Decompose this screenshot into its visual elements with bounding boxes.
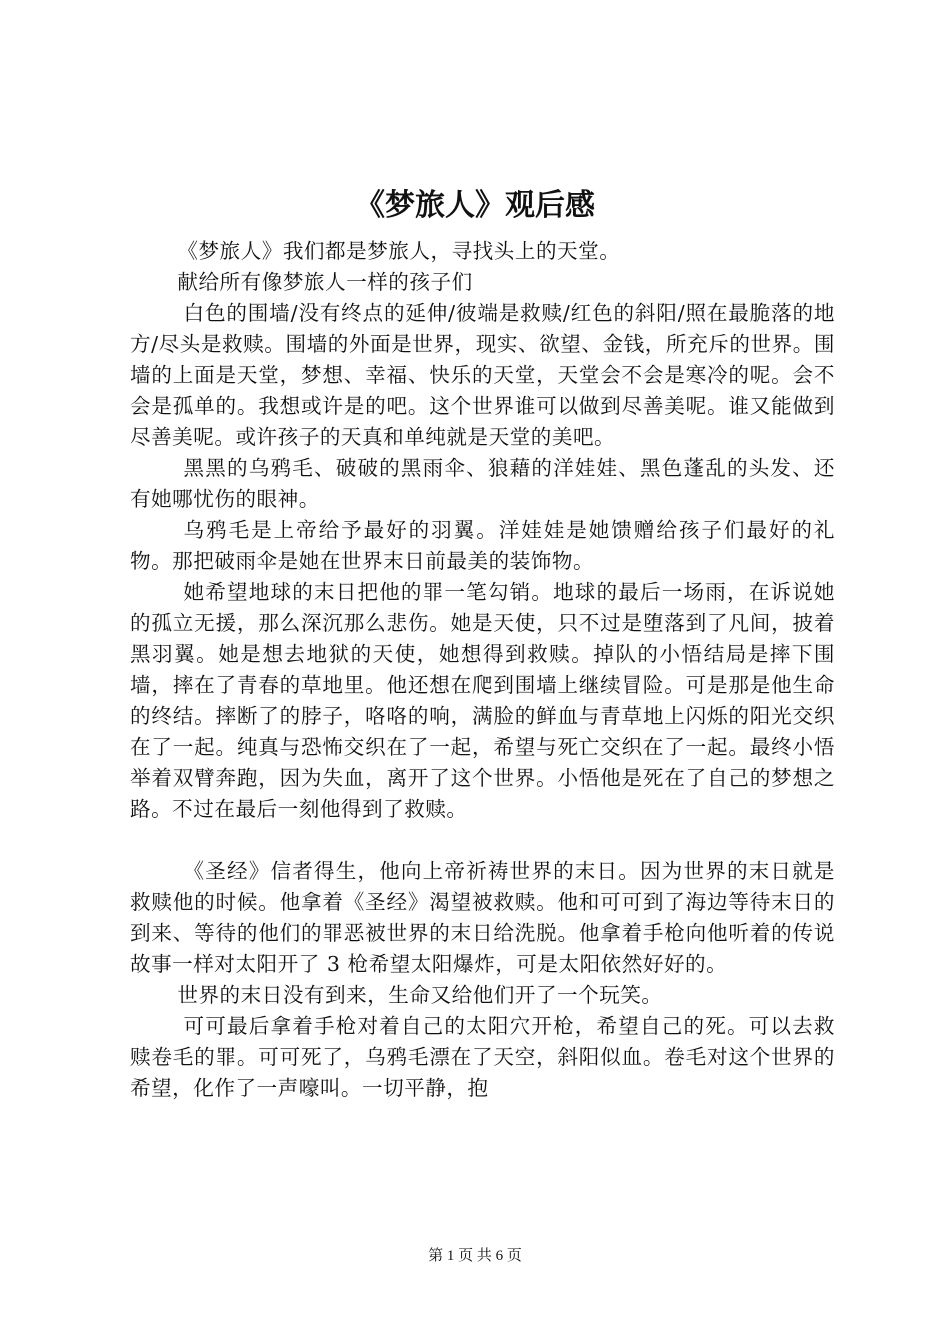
- paragraph: 献给所有像梦旅人一样的孩子们: [177, 270, 473, 294]
- paragraph: 《梦旅人》我们都是梦旅人，寻找头上的天堂。: [177, 239, 621, 263]
- paragraph: 可可最后拿着手枪对着自己的太阳穴开枪，希望自己的死。可以去救赎卷毛的罪。可可死了，乌鸦毛漂在了天空，斜阳似血。卷毛对这个世界的希望，化作了一声嚎叫。一切平静，抱: [130, 1014, 835, 1100]
- paragraph: 世界的末日没有到来，生命又给他们开了一个玩笑。: [177, 983, 663, 1007]
- paragraph: 黑黑的乌鸦毛、破破的黑雨伞、狼藉的洋娃娃、黑色蓬乱的头发、还有她哪忧伤的眼神。: [130, 456, 835, 511]
- paragraph-spacer: [130, 825, 835, 856]
- paragraph: 白色的围墙/没有终点的延伸/彼端是救赎/红色的斜阳/照在最脆落的地方/尽头是救赎。围墙的外面是世界，现实、欲望、金钱，所充斥的世界。围墙的上面是天堂，梦想、幸福、快乐的天堂，天堂会不会是寒冷的呢。会不会是孤单的。我想或许是的吧。这个世界谁可以做到尽善美呢。谁又能做到尽善美呢。或许孩子的天真和单纯就是天堂的美吧。: [130, 301, 835, 449]
- paragraph: 她希望地球的末日把他的罪一笔勾销。地球的最后一场雨，在诉说她的孤立无援，那么深沉那么悲伤。她是天使，只不过是堕落到了凡间，披着黑羽翼。她是想去地狱的天使，她想得到救赎。掉队的小悟结局是摔下围墙，摔在了青春的草地里。他还想在爬到围墙上继续冒险。可是那是他生命的终结。摔断了的脖子，咯咯的响，满脸的鲜血与青草地上闪烁的阳光交织在了一起。纯真与恐怖交织在了一起，希望与死亡交织在了一起。最终小悟举着双臂奔跑，因为失血，离开了这个世界。小悟他是死在了自己的梦想之路。不过在最后一刻他得到了救赎。: [130, 580, 835, 821]
- page-number-footer: 第 1 页 共 6 页: [428, 1248, 522, 1264]
- document-body: [130, 236, 835, 1104]
- document-title: 《梦旅人》观后感: [355, 188, 595, 223]
- paragraph: 《圣经》信者得生，他向上帝祈祷世界的末日。因为世界的末日就是救赎他的时候。他拿着《圣经》渴望被救赎。他和可可到了海边等待末日的到来、等待的他们的罪恶被世界的末日给洗脱。他拿着手枪向他听着的传说故事一样对太阳开了 3 枪希望太阳爆炸，可是太阳依然好好的。: [130, 859, 835, 976]
- paragraph: 乌鸦毛是上帝给予最好的羽翼。洋娃娃是她馈赠给孩子们最好的礼物。那把破雨伞是她在世界末日前最美的装饰物。: [130, 518, 835, 573]
